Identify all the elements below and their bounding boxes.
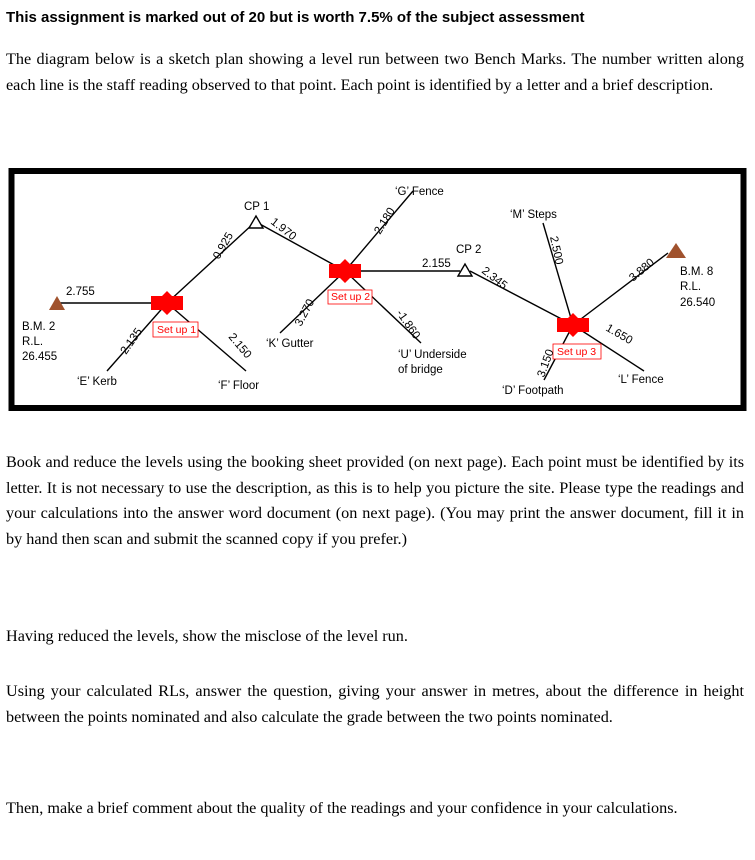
- cp1-label: CP 1: [244, 201, 270, 213]
- level-run-diagram: [0, 165, 755, 425]
- point-l-label: ‘L’ Fence: [618, 374, 664, 386]
- bm2-rl-value: 26.455: [22, 351, 58, 363]
- svg-text:Set up 1: Set up 1: [157, 324, 197, 336]
- reading-f: 2.150: [225, 331, 254, 361]
- reading-bm8: 3.880: [627, 256, 657, 285]
- quality-comment-paragraph: Then, make a brief comment about the quality of the readings and your confidence in your calculations.: [6, 799, 678, 817]
- diagram-frame: [12, 171, 744, 408]
- bm2-name: B.M. 2: [22, 321, 56, 333]
- reading-d: 3.150: [535, 347, 557, 380]
- instructions-paragraph: Book and reduce the levels using the booking sheet provided (on next page). Each point must be identified by its letter. It is not necessary to use the description, as this is to help you picture the site. Please type the readings and your calculations into the answer word document (on next page). (You may print the answer document, fill it in by hand then scan and submit the scanned copy if you prefer.): [6, 453, 744, 548]
- setup-3-label: [553, 344, 601, 359]
- setup-1-label: [153, 322, 198, 337]
- point-e-label: ‘E’ Kerb: [77, 376, 117, 388]
- point-u-label-line1: ‘U’ Underside: [398, 349, 467, 361]
- setup-2-label: [328, 290, 372, 304]
- reading-cp2-fore: 2.345: [479, 264, 510, 293]
- reading-u: -1.860: [393, 307, 423, 342]
- assignment-heading: This assignment is marked out of 20 but is worth 7.5% of the subject assessment: [6, 9, 585, 26]
- point-f-label: ‘F’ Floor: [218, 380, 260, 392]
- reading-l: 1.650: [603, 322, 635, 347]
- reading-cp1-back: 0.925: [211, 230, 236, 262]
- reading-m: 2.500: [547, 235, 565, 266]
- reading-e: 2.135: [118, 326, 145, 357]
- point-k-label: ‘K’ Gutter: [266, 338, 314, 350]
- reading-cp2-back: 2.155: [422, 258, 451, 270]
- reading-cp1-fore: 1.970: [268, 215, 299, 244]
- height-difference-paragraph: Using your calculated RLs, answer the question, giving your answer in metres, about the difference in height between the points nominated and also calculate the grade between the two points nominated.: [6, 682, 744, 726]
- reading-g: 2.180: [372, 205, 398, 237]
- point-d-label: ‘D’ Footpath: [502, 385, 564, 397]
- cp2-label: CP 2: [456, 244, 482, 256]
- point-m-label: ‘M’ Steps: [510, 209, 557, 221]
- point-g-label: ‘G’ Fence: [395, 186, 444, 198]
- svg-text:Set up 3: Set up 3: [557, 346, 597, 358]
- bm8-rl-value: 26.540: [680, 297, 716, 309]
- bm2-rl-label: R.L.: [22, 336, 44, 348]
- intro-paragraph: The diagram below is a sketch plan showing a level run between two Bench Marks. The number written along each line is the staff reading observed to that point. Each point is identified by a letter and a brief description.: [6, 50, 744, 94]
- point-u-label-line2: of bridge: [398, 364, 443, 376]
- svg-text:Set up 2: Set up 2: [331, 291, 371, 303]
- misclose-paragraph: Having reduced the levels, show the misclose of the level run.: [6, 627, 408, 645]
- bm8-rl-label: R.L.: [680, 281, 702, 293]
- bm8-name: B.M. 8: [680, 266, 714, 278]
- reading-k: 3.270: [293, 297, 318, 329]
- reading-bm2: 2.755: [66, 286, 95, 298]
